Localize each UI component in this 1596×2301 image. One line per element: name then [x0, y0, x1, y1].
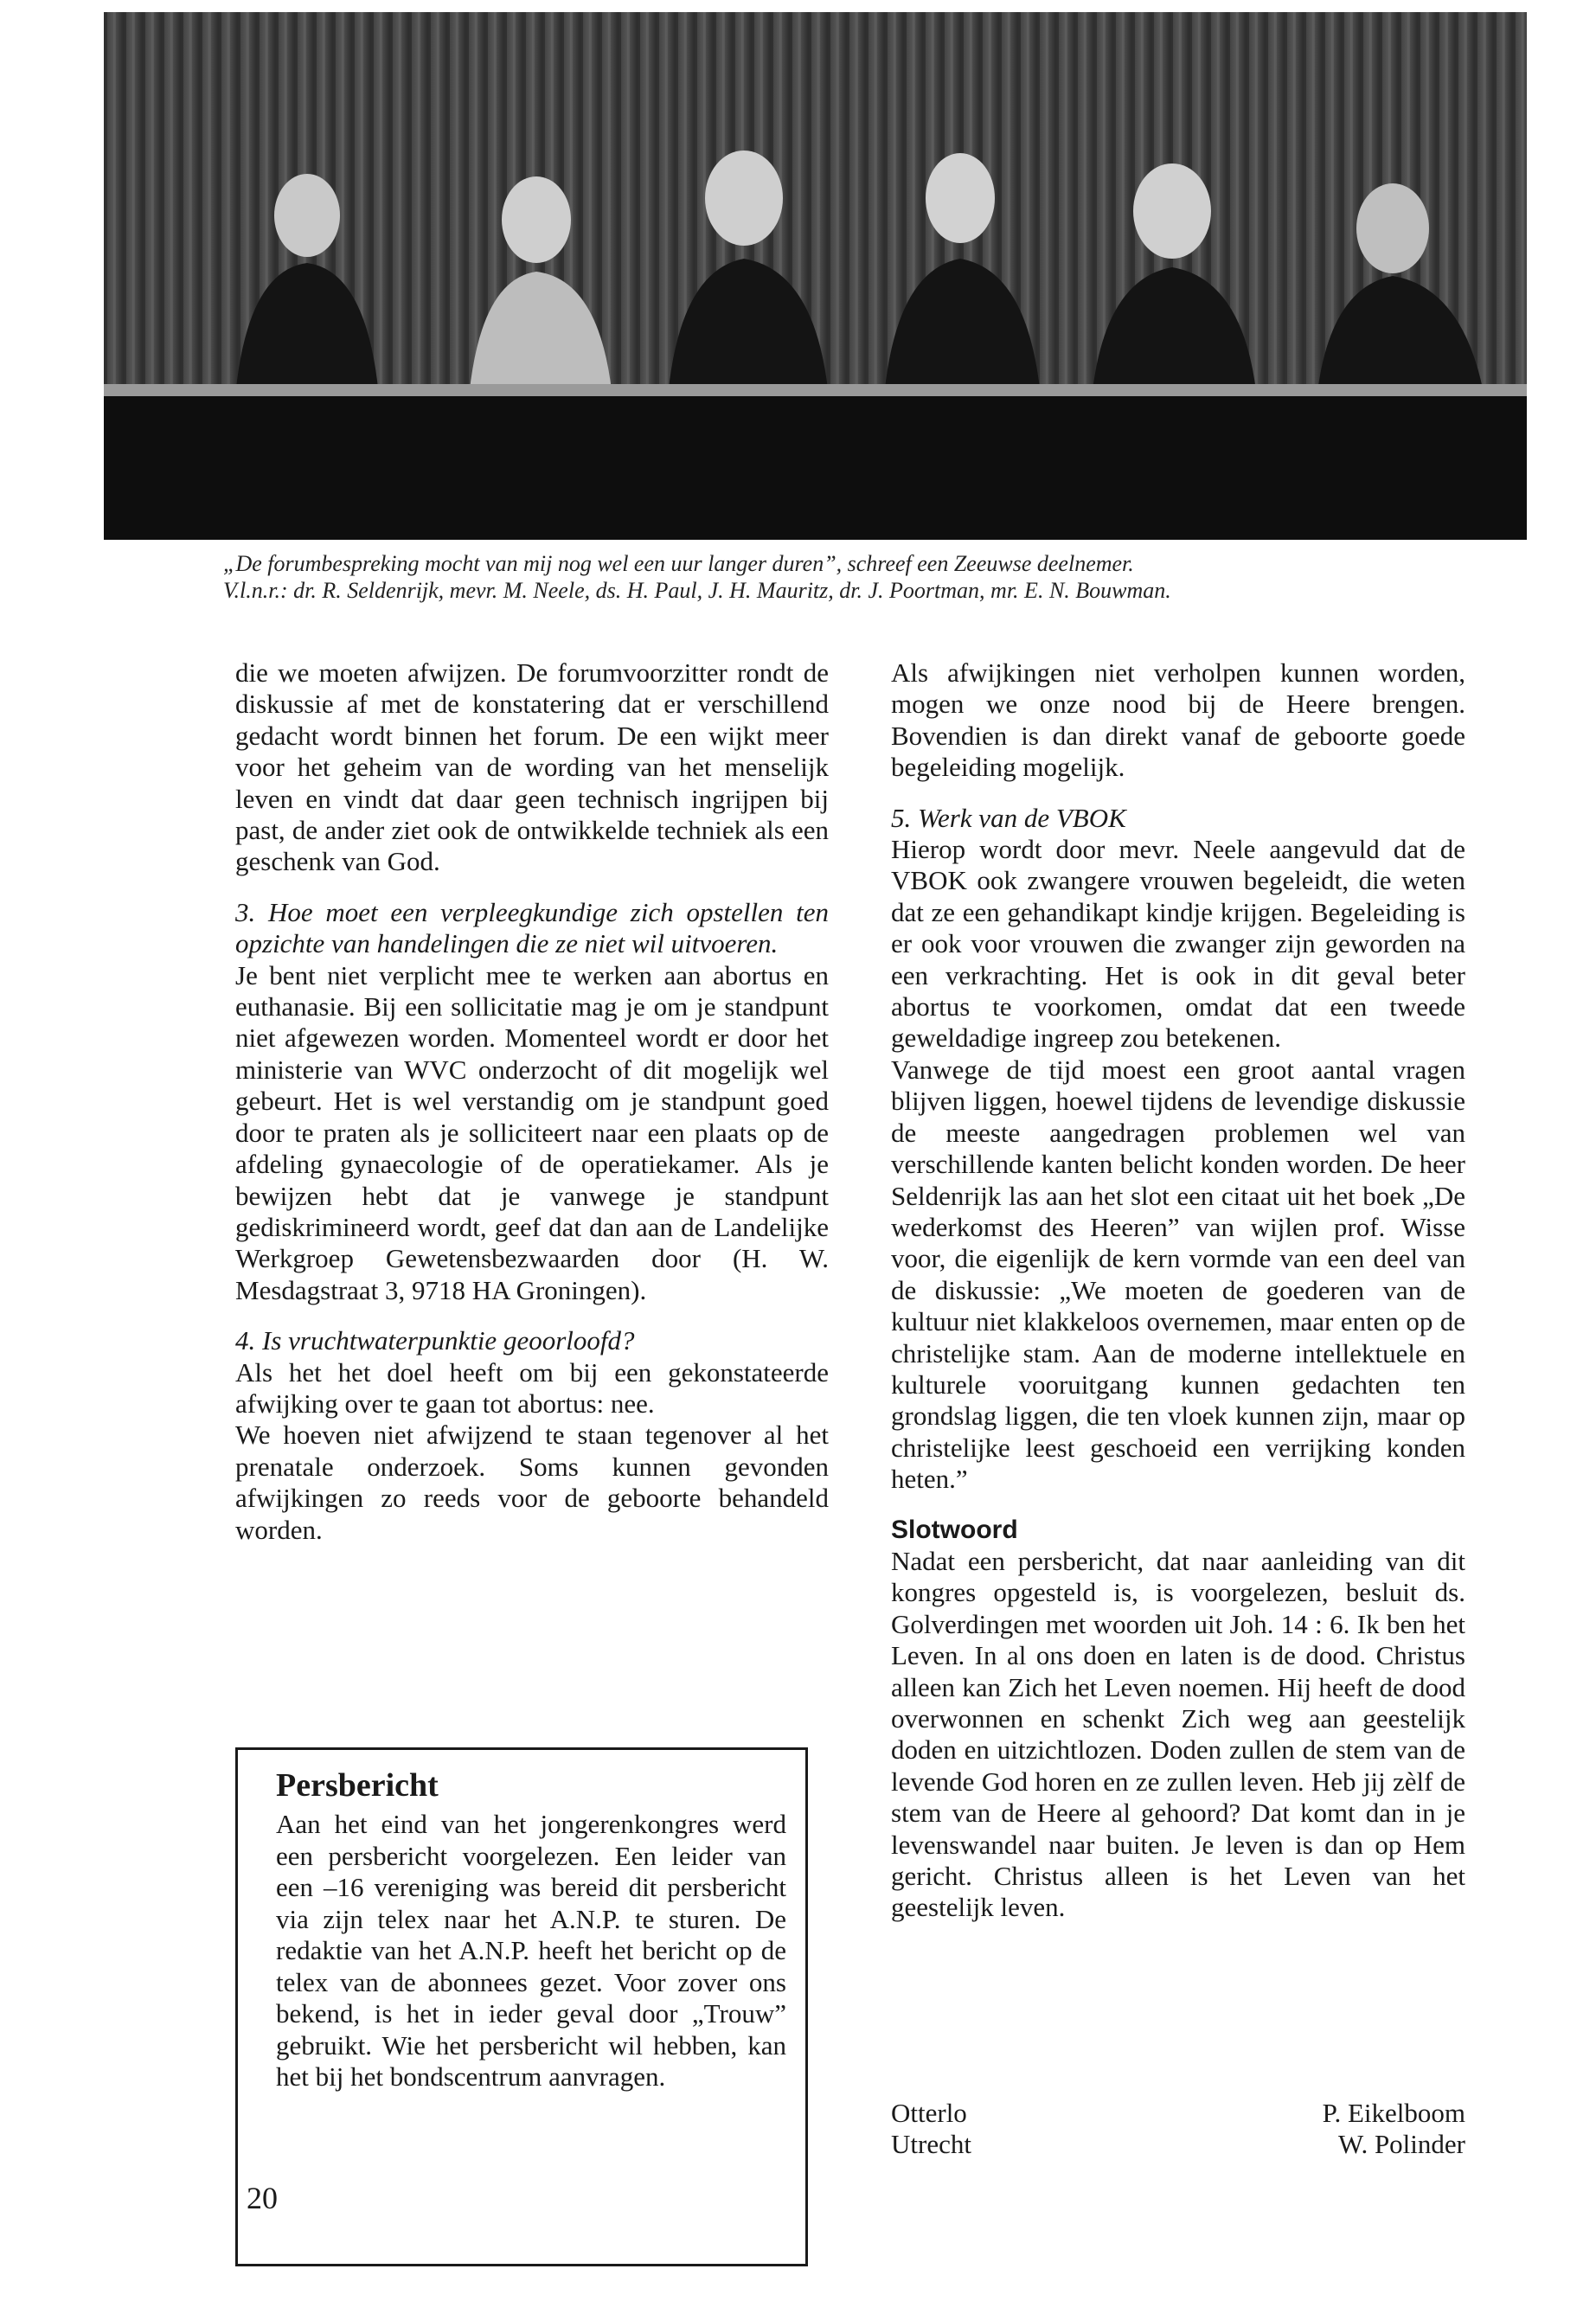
left-paragraph-2: Je bent niet verplicht mee te werken aan abortus en euthanasie. Bij een sollicitatie mag je om je standpunt niet afgewezen worden. Momenteel wordt er door het ministerie van WVC onderzocht of dit mogelijk wel gebeurt. Het is wel verstandig om je standpunt goed door te praten als je solliciteert naar een plaats op de afdeling gynaecologie of de operatiekamer. Als je bewijzen hebt dat je vanwege je standpunt gediskrimineerd wordt, geef dat dan aan de Landelijke Werkgroep Gewetensbezwaarden door (H. W. Mesdagstraat 3, 9718 HA Groningen).	[235, 959, 829, 1305]
caption-line-1: „De forumbespreking mocht van mij nog wel een uur langer duren”, schreef een Zeeuwse deelnemer.	[223, 551, 1134, 576]
forum-photo	[104, 12, 1527, 540]
page-number: 20	[247, 2181, 278, 2215]
left-paragraph-1: die we moeten afwijzen. De forumvoorzitter rondt de diskussie af met de konstatering dat er verschillend gedacht wordt binnen het forum. De een wijkt meer voor het geheim van de wording van het menselijk leven en vindt dat daar geen technisch ingrijpen bij past, de ander ziet ook de ontwikkelde techniek als een geschenk van God.	[235, 657, 829, 877]
persbericht-box	[235, 1747, 808, 2266]
signature-places	[891, 2098, 971, 2160]
caption-line-2: V.l.n.r.: dr. R. Seldenrijk, mevr. M. Neele, ds. H. Paul, J. H. Mauritz, dr. J. Poortman, mr. E. N. Bouwman.	[223, 578, 1171, 603]
right-paragraph-3: Vanwege de tijd moest een groot aantal vragen blijven liggen, hoewel tijdens de levendige diskussie de meeste aangedragen problemen wel van verschillende kanten belicht konden worden. De heer Seldenrijk las aan het slot een citaat uit het boek „De wederkomst des Heeren” van wijlen prof. Wisse voor, die eigenlijk de kern vormde van een deel van de diskussie: „We moeten de goederen van de kultuur niet klakkeloos overnemen, maar enten op de christelijke stam. Aan de moderne intellektuele en kulturele vooruitgang kunnen gedachten ten grondslag liggen, die ten vloek kunnen zijn, maar op christelijke leest geschoeid een verrijking konden heten.”	[891, 1054, 1465, 1495]
signature-names	[1275, 2098, 1465, 2160]
signature-place-2: Utrecht	[891, 2129, 971, 2159]
right-column	[891, 657, 1465, 1924]
right-paragraph-4: Nadat een persbericht, dat naar aanleiding van dit kongres opgesteld is, is voorgelezen, besluit ds. Golverdingen met woorden uit Joh. 14 : 6. Ik ben het Leven. In al ons doen en laten is de dood. Christus alleen kan Zich het Leven noemen. Hij heeft de dood overwonnen en schenkt Zich weg aan geestelijk doden en uitzichtlozen. Doden zullen de stem van de levende God horen en ze zullen leven. Heb jij zèlf de stem van de Heere al gehoord? Dat komt dan in je levenswandel naar buiten. Je leven is dan op Hem gericht. Christus alleen is het Leven van het geestelijk leven.	[891, 1545, 1465, 1923]
right-paragraph-2: Hierop wordt door mevr. Neele aangevuld dat de VBOK ook zwangere vrouwen begeleidt, die weten dat ze een gehandikapt kindje krijgen. Begeleiding is er ook voor vrouwen die zwanger zijn geworden na een verkrachting. Het is ook in dit geval beter abortus te voorkomen, omdat dat een tweede geweldadige ingreep zou betekenen.	[891, 834, 1465, 1054]
question-3-heading: 3. Hoe moet een verpleegkundige zich opstellen ten opzichte van handelingen die ze niet wil uitvoeren.	[235, 896, 829, 959]
signature-name-2: W. Polinder	[1338, 2129, 1465, 2159]
photo-caption	[223, 550, 1495, 604]
left-paragraph-3: Als het het doel heeft om bij een gekonstateerde afwijking over te gaan tot abortus: nee.	[235, 1356, 829, 1419]
persbericht-title: Persbericht	[276, 1767, 439, 1804]
question-4-heading: 4. Is vruchtwaterpunktie geoorloofd?	[235, 1325, 635, 1356]
right-paragraph-1: Als afwijkingen niet verholpen kunnen worden, mogen we onze nood bij de Heere brengen. Bovendien is dan direkt vanaf de geboorte goede begeleiding mogelijk.	[891, 657, 1465, 783]
signature-name-1: P. Eikelboom	[1322, 2098, 1465, 2128]
persbericht-body: Aan het eind van het jongerenkongres werd een persbericht voorgelezen. Een leider van een –16 vereniging was bereid dit persbericht via zijn telex naar het A.N.P. te sturen. De redaktie van het A.N.P. heeft het bericht op de telex van de abonnees gezet. Voor zover ons bekend, is het in ieder geval door „Trouw” gebruikt. Wie het persbericht wil hebben, kan het bij het bondscentrum aanvragen.	[276, 1809, 786, 2092]
left-paragraph-4: We hoeven niet afwijzend te staan tegenover al het prenatale onderzoek. Soms kunnen gevonden afwijkingen zo reeds voor de geboorte behandeld worden.	[235, 1420, 829, 1545]
question-5-heading: 5. Werk van de VBOK	[891, 802, 1126, 833]
forum-panel-illustration	[104, 12, 1527, 540]
left-column	[235, 657, 829, 1546]
slotwoord-heading: Slotwoord	[891, 1515, 1018, 1544]
signature-place-1: Otterlo	[891, 2098, 967, 2128]
